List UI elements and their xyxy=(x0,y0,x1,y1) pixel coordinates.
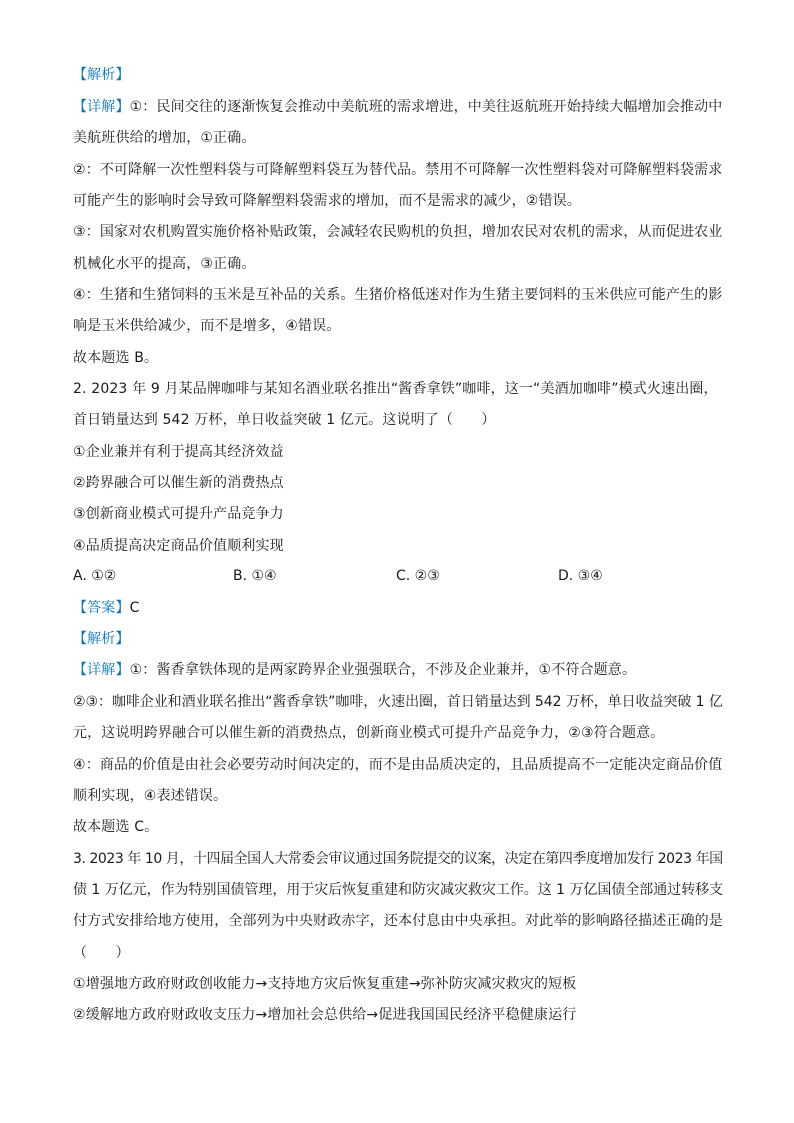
detail-line xyxy=(73,660,723,680)
question-stem: 2. 2023 年 9 月某品牌咖啡与某知名酒业联名推出“酱香拿铁”咖啡，这一“美酒加咖啡”模式火速出圈， xyxy=(73,381,718,397)
detail-text: 元，这说明跨界融合可以催生新的消费热点，创新商业模式可提升产品竞争力，②③符合题意。 xyxy=(73,725,665,741)
statement-item: ②跨界融合可以催生新的消费热点 xyxy=(73,475,284,491)
option-b: B. ①④ xyxy=(233,568,277,584)
detail-text: ②③：咖啡企业和酒业联名推出“酱香拿铁”咖啡，火速出圈，首日销量达到 542 万杯，单日收益突破 1 亿 xyxy=(73,694,723,710)
analysis-tag: 【解析】 xyxy=(73,631,130,647)
detail-text: ④：商品的价值是由社会必要劳动时间决定的，而不是由品质决定的，且品质提高不一定能决定商品价值 xyxy=(73,757,723,773)
detail-text: ③：国家对农机购置实施价格补贴政策，会减轻农民购机的负担，增加农民对农机的需求，从而促进农业 xyxy=(73,224,723,240)
answer-tag: 【答案】 xyxy=(73,600,130,616)
option-a: A. ①② xyxy=(73,568,117,584)
detail-text: 美航班供给的增加，①正确。 xyxy=(73,130,256,146)
answer-value: C xyxy=(129,600,140,616)
question-stem: 3. 2023 年 10 月，十四届全国人大常委会审议通过国务院提交的议案，决定在第四季度增加发行 2023 年国 xyxy=(73,851,723,867)
detail-tag: 【详解】 xyxy=(73,99,130,115)
detail-text: 机械化水平的提高，③正确。 xyxy=(73,256,256,272)
statement-item: ①企业兼并有利于提高其经济效益 xyxy=(73,444,284,460)
detail-text: 可能产生的影响时会导致可降解塑料袋需求的增加，而不是需求的减少，②错误。 xyxy=(73,193,581,209)
question-stem: 付方式安排给地方使用，全部列为中央财政赤字，还本付息由中央承担。对此举的影响路径描述正确的是 xyxy=(73,913,723,929)
option-c: C. ②③ xyxy=(396,568,440,584)
detail-tag: 【详解】 xyxy=(73,662,130,678)
statement-item: ②缓解地方政府财政收支压力→增加社会总供给→促进我国国民经济平稳健康运行 xyxy=(73,1007,577,1023)
detail-text: ④：生猪和生猪饲料的玉米是互补品的关系。生猪价格低迷对作为生猪主要饲料的玉米供应可能产生的影 xyxy=(73,287,723,303)
detail-text: ①：民间交往的逐渐恢复会推动中美航班的需求增进，中美往返航班开始持续大幅增加会推动中 xyxy=(129,99,723,115)
statement-item: ①增强地方政府财政创收能力→支持地方灾后恢复重建→弥补防灾减灾救灾的短板 xyxy=(73,976,577,992)
detail-text: ②：不可降解一次性塑料袋与可降解塑料袋互为替代品。禁用不可降解一次性塑料袋对可降解塑料袋需求 xyxy=(73,162,723,178)
detail-line xyxy=(73,97,723,117)
question-stem: 债 1 万亿元，作为特别国债管理，用于灾后恢复重建和防灾减灾救灾工作。这 1 万亿国债全部通过转移支 xyxy=(73,882,724,898)
question-stem: 首日销量达到 542 万杯，单日收益突破 1 亿元。这说明了（ ） xyxy=(73,412,496,428)
answer-line xyxy=(73,598,723,618)
statement-item: ③创新商业模式可提升产品竞争力 xyxy=(73,506,284,522)
conclusion-text: 故本题选 B。 xyxy=(73,350,159,366)
detail-text: ①：酱香拿铁体现的是两家跨界企业强强联合，不涉及企业兼并，①不符合题意。 xyxy=(129,662,637,678)
statement-item: ④品质提高决定商品价值顺利实现 xyxy=(73,538,284,554)
question-stem: （ ） xyxy=(73,945,130,961)
detail-text: 响是玉米供给减少，而不是增多，④错误。 xyxy=(73,318,341,334)
detail-text: 顺利实现，④表述错误。 xyxy=(73,788,228,804)
analysis-tag: 【解析】 xyxy=(73,67,130,83)
option-d: D. ③④ xyxy=(558,568,603,584)
conclusion-text: 故本题选 C。 xyxy=(73,819,159,835)
